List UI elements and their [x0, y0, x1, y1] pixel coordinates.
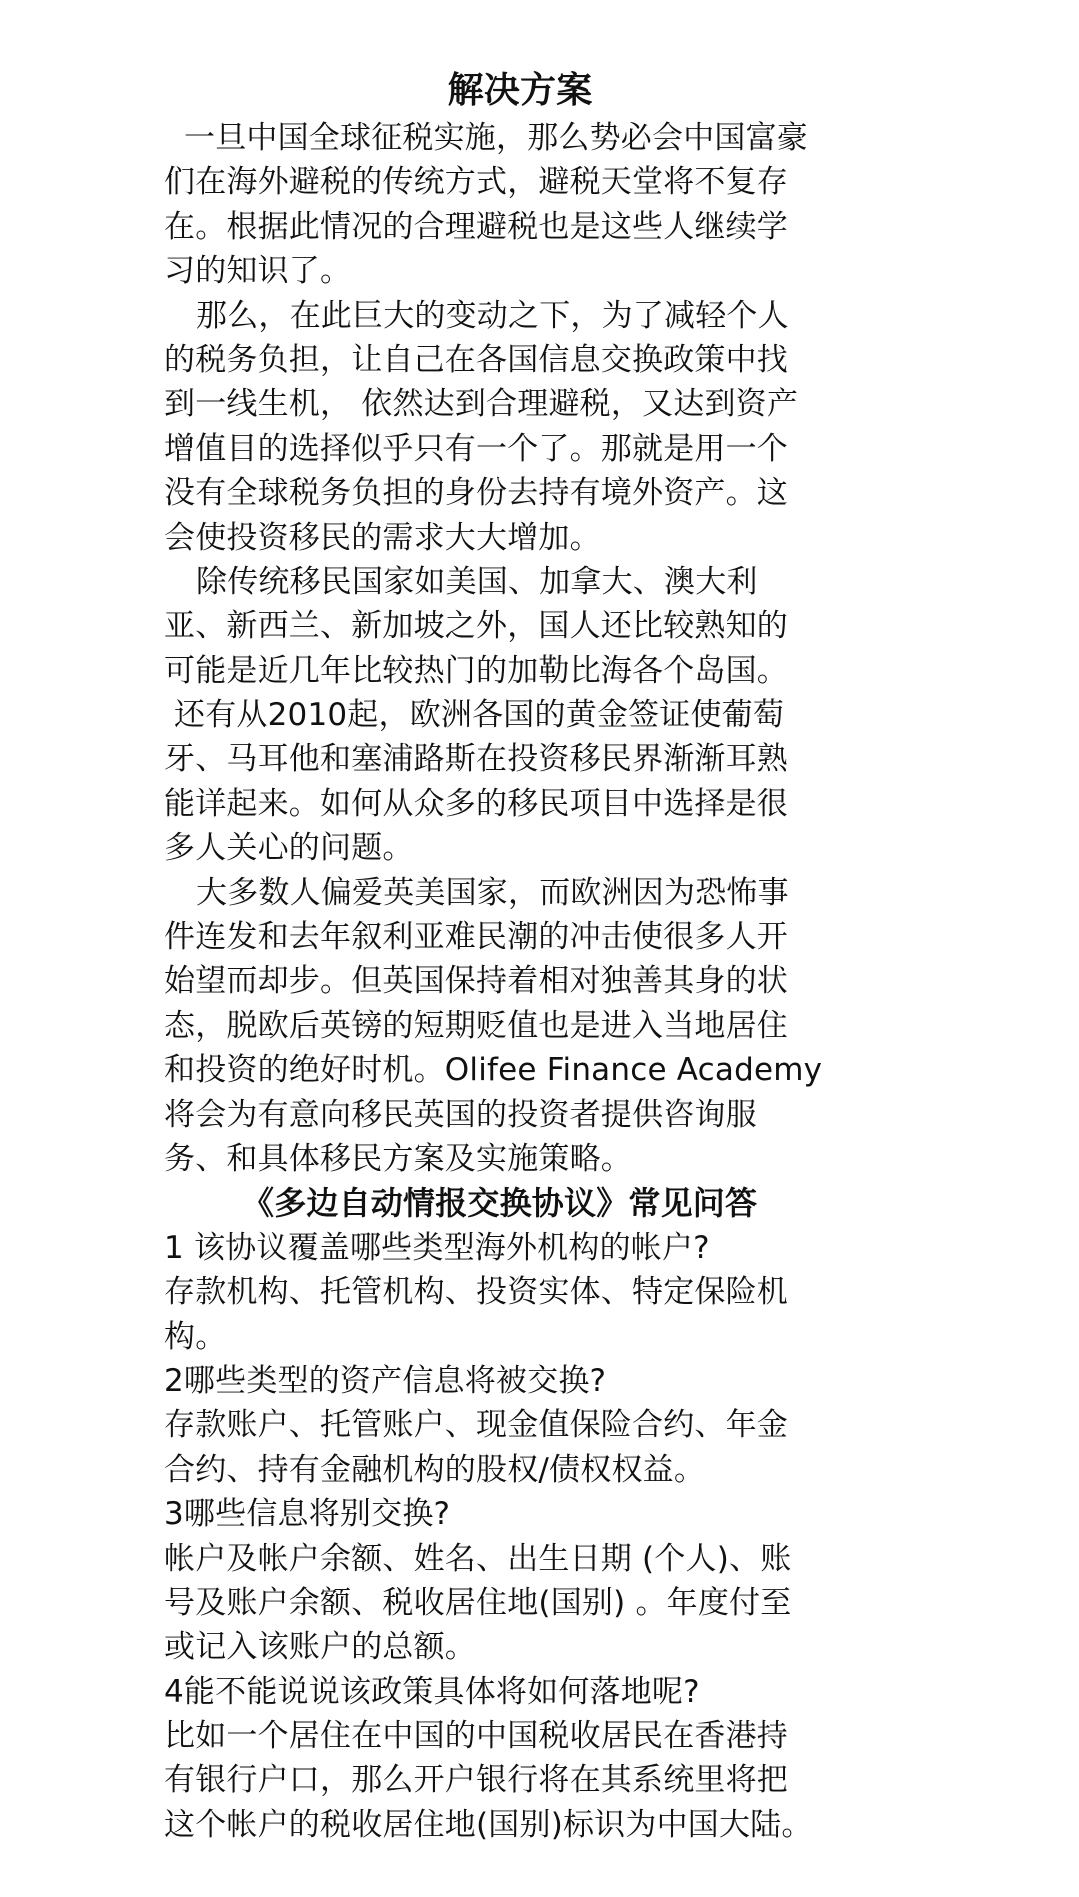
faq-answer-line: 或记入该账户的总额。 [164, 1629, 476, 1666]
paragraph-line: 始望而却步。但英国保持着相对独善其身的状 [164, 963, 788, 1000]
faq-answer-line: 存款账户、托管账户、现金值保险合约、年金 [164, 1407, 788, 1444]
document-page [164, 66, 924, 1847]
faq-item-3 [164, 1492, 924, 1670]
paragraph-line: 的税务负担，让自己在各国信息交换政策中找 [164, 341, 788, 378]
paragraph-line: 在。根据此情况的合理避税也是这些人继续学 [164, 208, 788, 245]
faq-title: 《多边自动情报交换协议》常见问答 [242, 1184, 758, 1223]
paragraph-line: 没有全球税务负担的身份去持有境外资产。这 [164, 475, 788, 512]
faq-answer-line: 号及账户余额、税收居住地(国别) 。年度付至 [164, 1584, 792, 1621]
paragraph-line: 件连发和去年叙利亚难民潮的冲击使很多人开 [164, 919, 788, 956]
faq-item-2 [164, 1359, 924, 1492]
faq-answer-line: 帐户及帐户余额、姓名、出生日期 (个人)、账 [164, 1540, 792, 1577]
paragraph-line: 能详起来。如何从众多的移民项目中选择是很 [164, 785, 788, 822]
paragraph-line: 将会为有意向移民英国的投资者提供咨询服 [164, 1096, 757, 1133]
paragraph-line: 那么，在此巨大的变动之下，为了减轻个人 [196, 297, 789, 334]
paragraph-line: 亚、新西兰、新加坡之外，国人还比较熟知的 [164, 608, 788, 645]
faq-item-4 [164, 1670, 924, 1848]
faq-question: 3哪些信息将别交换? [164, 1496, 451, 1533]
faq-question: 2哪些类型的资产信息将被交换? [164, 1362, 607, 1399]
paragraph-2 [164, 294, 924, 560]
faq-question: 1 该协议覆盖哪些类型海外机构的帐户? [164, 1229, 710, 1266]
faq-answer-line: 构。 [164, 1318, 227, 1355]
document-title: 解决方案 [447, 70, 593, 111]
paragraph-line: 们在海外避税的传统方式，避税天堂将不复存 [164, 164, 788, 201]
paragraph-line: 除传统移民国家如美国、加拿大、澳大利 [196, 563, 758, 600]
faq-answer-line: 有银行户口，那么开户银行将在其系统里将把 [164, 1762, 788, 1799]
faq-answer-line: 存款机构、托管机构、投资实体、特定保险机 [164, 1274, 788, 1311]
paragraph-line: 多人关心的问题。 [164, 830, 414, 867]
paragraph-line: 牙、马耳他和塞浦路斯在投资移民界渐渐耳熟 [164, 741, 788, 778]
paragraph-line: 到一线生机， 依然达到合理避税，又达到资产 [164, 386, 799, 423]
paragraph-line: 还有从2010起，欧洲各国的黄金签证使葡萄 [174, 697, 785, 734]
faq-question: 4能不能说说该政策具体将如何落地呢? [164, 1673, 700, 1710]
paragraph-1 [164, 116, 924, 294]
faq-answer-line: 这个帐户的税收居住地(国别)标识为中国大陆。 [164, 1806, 813, 1843]
faq-item-1 [164, 1226, 924, 1359]
paragraph-4 [164, 871, 924, 1182]
paragraph-line: 大多数人偏爱英美国家，而欧洲因为恐怖事 [196, 874, 789, 911]
faq-answer-line: 比如一个居住在中国的中国税收居民在香港持 [164, 1718, 788, 1755]
paragraph-line: 会使投资移民的需求大大增加。 [164, 519, 601, 556]
faq-answer-line: 合约、持有金融机构的股权/债权权益。 [164, 1451, 706, 1488]
paragraph-line: 和投资的绝好时机。Olifee Finance Academy [164, 1052, 823, 1089]
paragraph-line: 态，脱欧后英镑的短期贬值也是进入当地居住 [164, 1007, 788, 1044]
paragraph-line: 务、和具体移民方案及实施策略。 [164, 1140, 632, 1177]
faq-section [164, 1181, 924, 1847]
paragraph-line: 可能是近几年比较热门的加勒比海各个岛国。 [164, 652, 788, 689]
paragraph-line: 增值目的选择似乎只有一个了。那就是用一个 [164, 430, 788, 467]
paragraph-line: 一旦中国全球征税实施，那么势必会中国富豪 [184, 120, 808, 156]
paragraph-3 [164, 560, 924, 871]
paragraph-line: 习的知识了。 [164, 253, 352, 290]
